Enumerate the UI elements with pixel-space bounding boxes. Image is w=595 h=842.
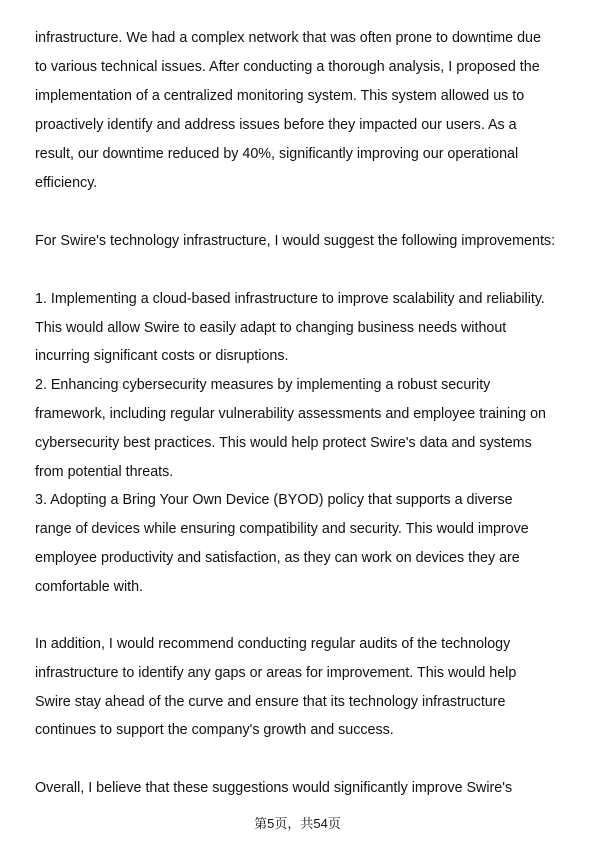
body-text-line: Swire stay ahead of the curve and ensure that its technology infrastructure <box>35 694 506 710</box>
body-text-line: incurring significant costs or disruptions. <box>35 348 289 364</box>
body-text-line: 1. Implementing a cloud-based infrastructure to improve scalability and reliability. <box>35 291 545 307</box>
body-text-line: cybersecurity best practices. This would help protect Swire's data and systems <box>35 435 532 451</box>
body-text-line: range of devices while ensuring compatibility and security. This would improve <box>35 521 529 537</box>
body-text-line: framework, including regular vulnerability assessments and employee training on <box>35 406 546 422</box>
body-text-line: 3. Adopting a Bring Your Own Device (BYOD) policy that supports a diverse <box>35 492 513 508</box>
body-text-line: continues to support the company's growth and success. <box>35 722 394 738</box>
body-text-line: proactively identify and address issues before they impacted our users. As a <box>35 117 517 133</box>
body-text-line: infrastructure. We had a complex network that was often prone to downtime due <box>35 30 541 46</box>
body-text-line: to various technical issues. After conducting a thorough analysis, I proposed the <box>35 59 540 75</box>
body-text-line: employee productivity and satisfaction, as they can work on devices they are <box>35 550 520 566</box>
body-text-line: result, our downtime reduced by 40%, significantly improving our operational <box>35 146 519 162</box>
body-text-line: from potential threats. <box>35 464 174 480</box>
body-text-line: infrastructure to identify any gaps or areas for improvement. This would help <box>35 665 517 681</box>
body-text-line: Overall, I believe that these suggestions would significantly improve Swire's <box>35 780 513 796</box>
body-text-line: 2. Enhancing cybersecurity measures by implementing a robust security <box>35 377 491 393</box>
body-text-line: This would allow Swire to easily adapt to changing business needs without <box>35 320 507 336</box>
page-number-footer: 第5页，共54页 <box>254 816 341 831</box>
body-text-line: comfortable with. <box>35 579 144 595</box>
body-text-line: For Swire's technology infrastructure, I would suggest the following improvements: <box>35 233 556 249</box>
body-text-line: efficiency. <box>35 175 98 191</box>
body-text-line: In addition, I would recommend conducting regular audits of the technology <box>35 636 511 652</box>
body-text-line: implementation of a centralized monitoring system. This system allowed us to <box>35 88 525 104</box>
